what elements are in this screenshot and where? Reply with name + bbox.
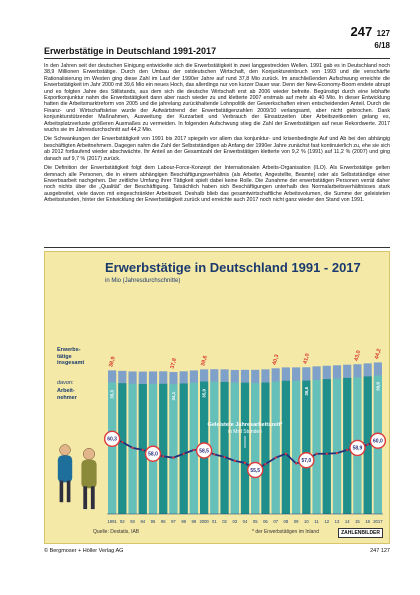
figure-man-head <box>83 448 94 459</box>
x-tick-label: 06 <box>263 519 268 524</box>
employment-chart <box>45 252 391 545</box>
hours-point <box>295 462 297 464</box>
hours-point <box>131 447 133 449</box>
bar-employees <box>108 382 116 514</box>
x-tick-label: 96 <box>160 519 166 524</box>
body-text <box>44 63 390 207</box>
hours-point <box>275 457 277 459</box>
bar-employees <box>282 381 290 514</box>
bar-employees <box>180 383 188 514</box>
hours-point <box>367 444 369 446</box>
x-tick-label: 2000 <box>199 519 209 524</box>
paragraph-1: In den Jahren seit der deutschen Einigung entwickelte sich die Erwerbstätigkeit in zwei langgestreckten Wellen. 1991 gab es in Deutschland noch 38,9 Millionen Erwerbstätige. Durch den Umbau der ostdeutschen Wirtschaft, den Konjunktureinbruch von 1993 und die verschärfte Rationalisierung im Westen ging diese Zahl im Lauf der 1990er Jahre auf rund 37,8 Mio zurück. Im anschließenden Aufschwung erreichte die Erwerbstätigkeit im Jahr 2000 mit 39,6 Mio ein neues Hoch, das allerdings nur von kurzer Dauer war. Denn der New-Economy-Boom endete abrupt und es folgten Jahre des Stillstands, aus dem sich die deutsche Wirtschaft erst ab 2006 wieder befreite. Begünstigt durch eine lebhafte Exportkonjunktur nahm die Erwerbstätigkeit dann aber rasch wieder zu und kletterte 2007 erstmals auf mehr als 40 Mio. In dieser Entwicklung hatten die Arbeitsmarktreform von 2005 und die jahrelang zurückhaltende Lohnpolitik der Gewerkschaften einen entscheidenden Anteil. Durch die Finanz- und Wirtschaftskrise wurde der Aufwärtstrend der Erwerbstätigenzahlen 2009/10 verlangsamt, aber nicht gebrochen. Dank konjunkturstützender Maßnahmen, Ausweitung der Kurzarbeit und Verbrauch der Einsatzzeiten über Arbeitszeitkonten gelang es, Arbeitsplatzverluste größeren Ausmaßes zu vermeiden. In folgenden Aufschwung stieg die Zahl der Erwerbstätigen auf neue Rekordwerte. 2017 wuchs sie im Jahresdurchschnitt auf 44,2 Mio. <box>44 63 390 134</box>
hours-point <box>346 449 348 451</box>
page-number-main: 247 <box>350 24 373 39</box>
total-data-label: 39,6 <box>200 354 209 367</box>
footer-page-id: 247 127 <box>370 548 390 554</box>
figure-woman-body <box>58 455 72 482</box>
figure-woman-leg-right <box>67 481 71 503</box>
bar-employees <box>302 381 310 514</box>
employee-data-label: 36,5 <box>303 386 309 396</box>
hours-point <box>142 449 144 451</box>
bar-employees <box>220 382 228 514</box>
x-tick-label: 99 <box>191 519 197 524</box>
total-data-label: 43,0 <box>353 349 363 362</box>
chart-title: Erwerbstätige in Deutschland 1991 - 2017 <box>105 260 361 275</box>
bar-employees <box>333 379 341 514</box>
chart-source: Quelle: Destatis, IAB <box>93 529 140 535</box>
figure-woman-leg-left <box>60 481 64 503</box>
bar-employees <box>261 383 269 514</box>
page-title: Erwerbstätige in Deutschland 1991-2017 <box>44 46 217 56</box>
bar-employees <box>118 383 126 514</box>
page-subnumber: 6/18 <box>374 41 390 50</box>
x-tick-label: 03 <box>232 519 238 524</box>
figure-man-leg-left <box>83 486 87 509</box>
total-data-label: 41,0 <box>302 352 312 365</box>
bar-employees <box>241 383 249 514</box>
page-number <box>350 24 390 50</box>
x-tick-label: 02 <box>222 519 227 524</box>
hours-point <box>213 453 215 455</box>
legend-total: Erwerbs-tätige insgesamt <box>57 347 85 366</box>
x-tick-label: 12 <box>324 519 330 524</box>
x-tick-label: 1991 <box>107 519 117 524</box>
x-tick-label: 92 <box>119 519 125 524</box>
bar-employees <box>231 383 239 514</box>
x-tick-label: 98 <box>181 519 187 524</box>
hours-point <box>121 441 123 443</box>
x-tick-label: 13 <box>334 519 340 524</box>
hours-point <box>264 463 266 465</box>
employee-data-label: 39,9 <box>375 382 381 391</box>
text-divider <box>44 247 390 248</box>
figure-woman-head <box>60 445 71 456</box>
bar-employees <box>159 384 167 514</box>
total-data-label: 38,9 <box>108 356 117 368</box>
hours-point <box>285 453 287 455</box>
hours-point <box>244 462 246 464</box>
hours-line-caption-sub: in Mrd Stunden <box>228 429 262 435</box>
x-tick-label: 16 <box>365 519 371 524</box>
x-tick-label: 05 <box>252 519 258 524</box>
hours-point <box>315 453 317 455</box>
bar-employees <box>312 380 320 514</box>
hours-point <box>326 453 328 455</box>
employee-data-label: 35,9 <box>201 388 207 398</box>
bar-employees <box>272 382 280 515</box>
hours-data-label: 60,3 <box>107 436 117 443</box>
bar-employees <box>323 379 331 514</box>
x-tick-label: 10 <box>303 519 309 524</box>
chart-panel <box>44 251 390 544</box>
x-tick-label: 95 <box>150 519 156 524</box>
x-tick-label: 15 <box>355 519 360 524</box>
hours-data-label: 57,0 <box>301 458 312 465</box>
x-tick-label: 93 <box>130 519 135 524</box>
employee-data-label: 34,1 <box>170 391 176 401</box>
figure-man-body <box>81 460 96 489</box>
employee-data-label: 35,3 <box>109 390 115 399</box>
page-number-small: 127 <box>376 29 390 38</box>
total-data-label: 40,3 <box>271 353 281 366</box>
hours-data-label: 58,5 <box>199 448 209 455</box>
x-tick-label: 11 <box>314 519 319 524</box>
hours-point <box>183 453 185 455</box>
x-tick-label: 97 <box>171 519 176 524</box>
bar-employees <box>292 381 300 514</box>
bar-employees <box>251 383 259 514</box>
publisher-badge: ZAHLENBILDER <box>338 528 383 538</box>
x-tick-label: 04 <box>242 519 248 524</box>
x-tick-label: 14 <box>344 519 350 524</box>
hours-point <box>336 452 338 454</box>
x-tick-label: 2017 <box>373 519 383 524</box>
chart-footnote: * der Erwerbstätigen im Inland <box>252 529 319 535</box>
paragraph-2: Die Schwankungen der Erwerbstätigkeit von 1991 bis 2017 spiegeln vor allem das konjunktur- und krisenbedingte Auf und Ab bei den abhängig beschäftigten Arbeitnehmern. Dagegen nahm die Zahl der Selbstständigen ab Anfang der 1990er Jahre zunächst fast kontinuierlich zu, ehe sie sich ab 2012 fortlaufend wieder abschwächte. Ihr Anteil an der Gesamtzahl der Erwerbstätigen kletterte von 9,2 % (1991) auf 11,2 % (2007) und ging danach auf 9,7 % (2017) zurück. <box>44 136 390 162</box>
legend-davon: davon: <box>57 380 74 386</box>
hours-data-label: 58,0 <box>148 451 158 458</box>
x-tick-label: 08 <box>283 519 289 524</box>
x-tick-label: 94 <box>140 519 146 524</box>
hours-point <box>172 457 174 459</box>
hours-data-label: 60,0 <box>373 438 383 445</box>
hours-point <box>234 460 236 462</box>
x-tick-label: 09 <box>293 519 299 524</box>
hours-point <box>223 456 225 458</box>
x-tick-label: 07 <box>273 519 279 524</box>
hours-point <box>193 449 195 451</box>
hours-data-label: 55,5 <box>250 467 261 474</box>
paragraph-3: Die Definition der Erwerbstätigkeit folgt dem Labour-Force-Konzept der Internationalen Arbeits-Organisation (ILO). Als Erwerbstätige gelten demnach alle Personen, die in einem abhängigen Beschäftigungsverhältnis (als Arbeiter, Angestellte, Beamte) oder als Selbstständige einer Erwerbsarbeit nachgehen. Der zeitliche Umfang ihrer Tätigkeit spielt dabei keine Rolle. Die Zunahme der erwerbstätigen Personen verrät daher noch nichts über die „Qualität“ der Beschäftigung. Tatsächlich haben sich Beschäftigungen unterhalb des Normalarbeitsverhältnisses stark ausgebreitet, viele davon mit eingeschränkter Arbeitszeit. Deshalb blieb das gesamtwirtschaftliche Arbeitsvolumen, die Summe der geleisteten Arbeitsstunden, hinter der Entwicklung der Erwerbstätigkeit zurück und erreichte auch 2017 noch nicht ganz wieder den Stand von 1991. <box>44 165 390 204</box>
legend-employees: Arbeit-nehmer <box>57 388 77 401</box>
hours-line-caption: Geleistete Jahresarbeitszeit* <box>207 422 283 428</box>
hours-point <box>162 455 164 457</box>
total-data-label: 44,2 <box>374 348 383 360</box>
total-data-label: 37,8 <box>169 357 179 370</box>
chart-subtitle: in Mio (Jahresdurchschnitte) <box>105 278 181 284</box>
hours-data-label: 58,9 <box>352 445 363 452</box>
x-tick-label: 01 <box>211 519 217 524</box>
title-divider <box>44 58 390 59</box>
footer-copyright: © Bergmoser + Höller Verlag AG <box>44 548 124 554</box>
bar-employees <box>169 384 177 514</box>
figure-man-leg-right <box>91 486 95 509</box>
